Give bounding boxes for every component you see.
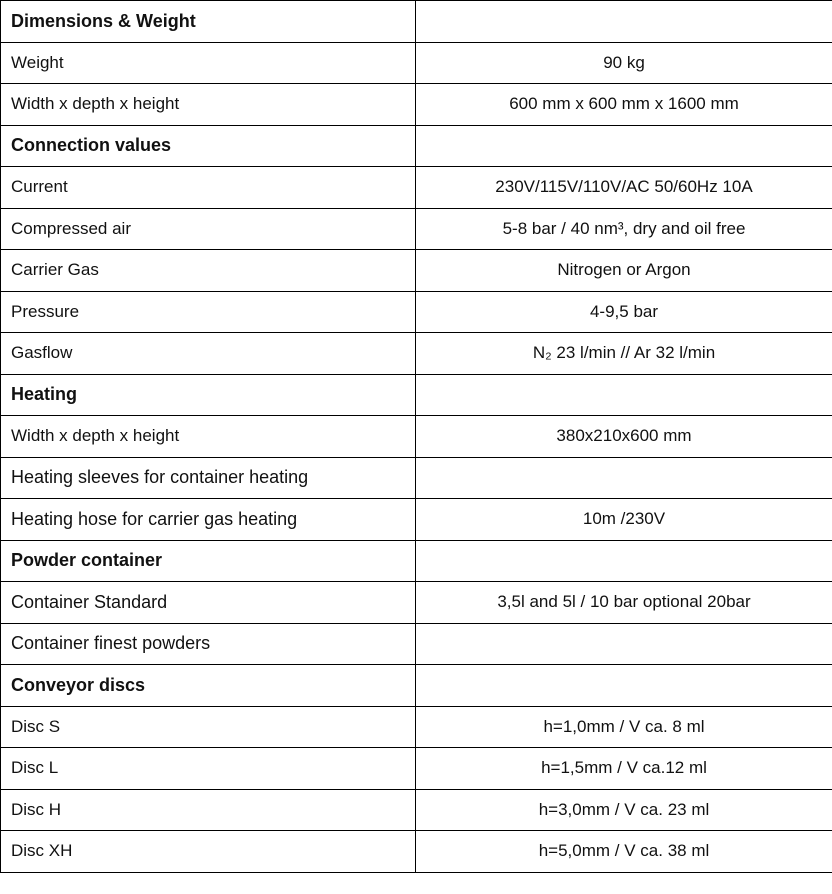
section-header-row — [1, 540, 832, 582]
row-value — [416, 1, 832, 43]
section-header-row — [1, 374, 832, 416]
row-value: h=1,5mm / V ca.12 ml — [416, 748, 832, 790]
table-row — [1, 582, 832, 624]
row-value: 600 mm x 600 mm x 1600 mm — [416, 84, 832, 126]
row-label: Pressure — [1, 291, 416, 333]
row-label: Gasflow — [1, 333, 416, 375]
section-header-row — [1, 125, 832, 167]
row-label: Disc S — [1, 706, 416, 748]
table-row — [1, 416, 832, 458]
row-value: 90 kg — [416, 42, 832, 84]
table-row — [1, 623, 832, 665]
row-label: Width x depth x height — [1, 416, 416, 458]
row-value: N₂ 23 l/min // Ar 32 l/min — [416, 333, 832, 375]
row-value — [416, 125, 832, 167]
row-value: 230V/115V/110V/AC 50/60Hz 10A — [416, 167, 832, 209]
row-label: Container finest powders — [1, 623, 416, 665]
row-value — [416, 457, 832, 499]
row-label: Current — [1, 167, 416, 209]
row-value: Nitrogen or Argon — [416, 250, 832, 292]
section-header-row — [1, 1, 832, 43]
section-title: Connection values — [1, 125, 416, 167]
row-value: h=5,0mm / V ca. 38 ml — [416, 831, 832, 873]
row-label: Width x depth x height — [1, 84, 416, 126]
specification-table-body — [1, 1, 832, 873]
table-row — [1, 333, 832, 375]
row-value: 10m /230V — [416, 499, 832, 541]
table-row — [1, 291, 832, 333]
table-row — [1, 831, 832, 873]
table-row — [1, 748, 832, 790]
row-label: Disc L — [1, 748, 416, 790]
table-row — [1, 42, 832, 84]
row-label: Disc XH — [1, 831, 416, 873]
row-value: 5-8 bar / 40 nm³, dry and oil free — [416, 208, 832, 250]
section-title: Conveyor discs — [1, 665, 416, 707]
table-row — [1, 706, 832, 748]
row-value: 380x210x600 mm — [416, 416, 832, 458]
row-label: Heating hose for carrier gas heating — [1, 499, 416, 541]
table-row — [1, 499, 832, 541]
table-row — [1, 208, 832, 250]
row-value: h=3,0mm / V ca. 23 ml — [416, 789, 832, 831]
table-row — [1, 789, 832, 831]
row-value — [416, 540, 832, 582]
row-value: 3,5l and 5l / 10 bar optional 20bar — [416, 582, 832, 624]
row-label: Disc H — [1, 789, 416, 831]
row-label: Weight — [1, 42, 416, 84]
section-header-row — [1, 665, 832, 707]
row-label: Carrier Gas — [1, 250, 416, 292]
table-row — [1, 84, 832, 126]
table-row — [1, 457, 832, 499]
row-value: h=1,0mm / V ca. 8 ml — [416, 706, 832, 748]
section-title: Dimensions & Weight — [1, 1, 416, 43]
table-row — [1, 250, 832, 292]
section-title: Powder container — [1, 540, 416, 582]
row-value: 4-9,5 bar — [416, 291, 832, 333]
row-value — [416, 374, 832, 416]
table-row — [1, 167, 832, 209]
row-value — [416, 623, 832, 665]
row-label: Heating sleeves for container heating — [1, 457, 416, 499]
section-title: Heating — [1, 374, 416, 416]
row-label: Compressed air — [1, 208, 416, 250]
row-value — [416, 665, 832, 707]
row-label: Container Standard — [1, 582, 416, 624]
